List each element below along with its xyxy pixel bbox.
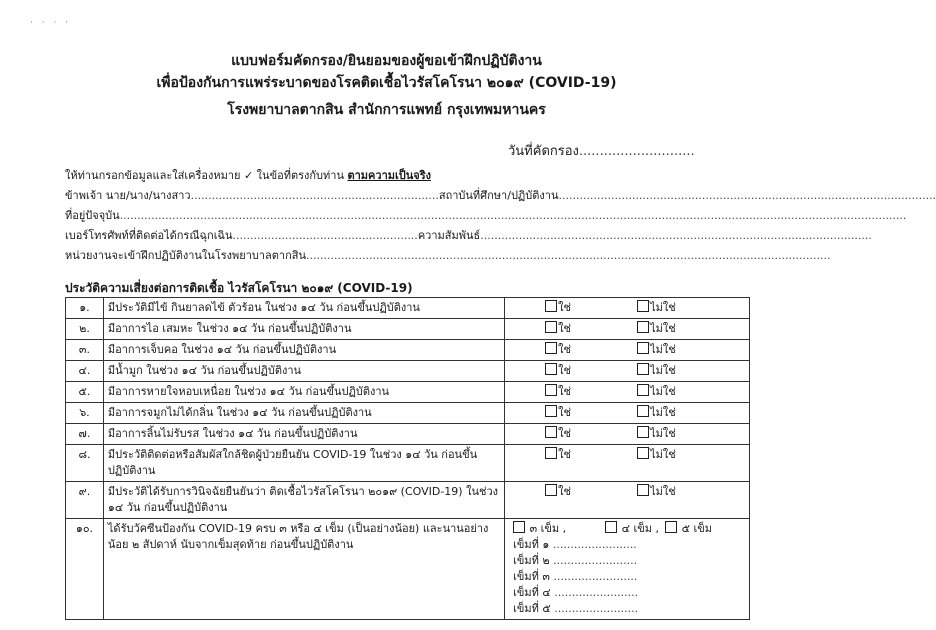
question-text: มีประวัติติดต่อหรือสัมผัสใกล้ชิดผู้ป่วยยืนยัน COVID-19 ในช่วง ๑๔ วัน ก่อนขึ้นปฏิบัติงาน bbox=[103, 445, 504, 482]
question-number: ๕. bbox=[66, 382, 104, 403]
question-row-1 bbox=[66, 298, 750, 319]
answer-cell bbox=[505, 482, 750, 519]
question-row-7 bbox=[66, 424, 750, 445]
no-option[interactable]: ไม่ใช่ bbox=[637, 343, 676, 356]
question-number: ๔. bbox=[66, 361, 104, 382]
answer-cell bbox=[505, 361, 750, 382]
checkbox[interactable] bbox=[545, 447, 557, 459]
date-blank: ............................ bbox=[578, 144, 695, 159]
checkbox[interactable] bbox=[637, 363, 649, 375]
scan-specks: · · · · bbox=[30, 18, 72, 28]
institution-label: สถาบันที่ศึกษา/ปฏิบัติงาน bbox=[438, 189, 559, 202]
answer-cell bbox=[505, 424, 750, 445]
address-label: ที่อยู่ปัจจุบัน bbox=[65, 209, 120, 222]
checkbox[interactable] bbox=[637, 447, 649, 459]
risk-history-table bbox=[65, 297, 750, 620]
checkbox[interactable] bbox=[637, 342, 649, 354]
dose-line-2[interactable]: เข็มที่ ๒ ........................ bbox=[513, 554, 638, 567]
checkbox[interactable] bbox=[637, 384, 649, 396]
dose-line-1[interactable]: เข็มที่ ๑ ........................ bbox=[513, 538, 637, 551]
checkbox[interactable] bbox=[637, 300, 649, 312]
no-option[interactable]: ไม่ใช่ bbox=[637, 385, 676, 398]
question-text: มีน้ำมูก ในช่วง ๑๔ วัน ก่อนขึ้นปฏิบัติงาน bbox=[103, 361, 504, 382]
checkbox[interactable] bbox=[545, 363, 557, 375]
question-text: มีอาการลิ้นไม่รับรส ในช่วง ๑๔ วัน ก่อนขึ้นปฏิบัติงาน bbox=[103, 424, 504, 445]
dose-line-4[interactable]: เข็มที่ ๔ ........................ bbox=[513, 586, 639, 599]
form-title: แบบฟอร์มคัดกรอง/ยินยอมของผู้ขอเข้าฝึกปฏิบัติงาน bbox=[231, 53, 542, 69]
form-subtitle: เพื่อป้องกันการแพร่ระบาดของโรคติดเชื้อไวรัสโคโรนา ๒๐๑๙ (COVID-19) bbox=[156, 75, 617, 91]
answer-cell bbox=[505, 403, 750, 424]
checkbox[interactable] bbox=[637, 405, 649, 417]
question-number: ๒. bbox=[66, 319, 104, 340]
no-option[interactable]: ไม่ใช่ bbox=[637, 448, 676, 461]
dose-option-3[interactable]: ๓ เข็ม , bbox=[513, 521, 605, 537]
yes-option[interactable]: ใช่ bbox=[545, 342, 637, 358]
unit-label: หน่วยงานจะเข้าฝึกปฏิบัติงานในโรงพยาบาลตากสิน bbox=[65, 249, 307, 262]
answer-cell bbox=[505, 319, 750, 340]
question-row-2 bbox=[66, 319, 750, 340]
no-option[interactable]: ไม่ใช่ bbox=[637, 364, 676, 377]
relationship-label: ความสัมพันธ์ bbox=[417, 229, 481, 242]
question-number: ๑๐. bbox=[66, 519, 104, 620]
no-option[interactable]: ไม่ใช่ bbox=[637, 406, 676, 419]
address-row[interactable]: ที่อยู่ปัจจุบัน................................................................................................................................................................................................................................. bbox=[65, 209, 907, 222]
question-row-3 bbox=[66, 340, 750, 361]
answer-cell bbox=[505, 382, 750, 403]
dose-option-4[interactable]: ๔ เข็ม , bbox=[605, 521, 665, 537]
checkbox[interactable] bbox=[545, 426, 557, 438]
no-option[interactable]: ไม่ใช่ bbox=[637, 301, 676, 314]
emergency-phone-row[interactable]: เบอร์โทรศัพท์ที่ติดต่อได้กรณีฉุกเฉิน.....................................................ความสัมพันธ์................................................................................................................ bbox=[65, 229, 872, 242]
screening-date-label: วันที่คัดกรอง bbox=[508, 144, 579, 159]
checkbox[interactable] bbox=[545, 405, 557, 417]
question-number: ๘. bbox=[66, 445, 104, 482]
vaccine-answer-cell bbox=[505, 519, 750, 620]
no-option[interactable]: ไม่ใช่ bbox=[637, 322, 676, 335]
question-number: ๖. bbox=[66, 403, 104, 424]
no-option[interactable]: ไม่ใช่ bbox=[637, 485, 676, 498]
yes-option[interactable]: ใช่ bbox=[545, 321, 637, 337]
question-number: ๗. bbox=[66, 424, 104, 445]
dose-line-5[interactable]: เข็มที่ ๕ ........................ bbox=[513, 602, 639, 615]
question-row-6 bbox=[66, 403, 750, 424]
instruction-text: ให้ท่านกรอกข้อมูลและใส่เครื่องหมาย ✓ ในข้อที่ตรงกับท่าน bbox=[65, 169, 344, 182]
instruction-emphasis: ตามความเป็นจริง bbox=[347, 169, 431, 182]
question-row-5 bbox=[66, 382, 750, 403]
yes-option[interactable]: ใช่ bbox=[545, 405, 637, 421]
dose-option-5[interactable]: ๕ เข็ม bbox=[665, 522, 712, 535]
yes-option[interactable]: ใช่ bbox=[545, 300, 637, 316]
name-label: ข้าพเจ้า นาย/นาง/นางสาว bbox=[65, 189, 191, 202]
question-row-8 bbox=[66, 445, 750, 482]
question-text: มีอาการเจ็บคอ ในช่วง ๑๔ วัน ก่อนขึ้นปฏิบัติงาน bbox=[103, 340, 504, 361]
question-text: มีอาการไอ เสมหะ ในช่วง ๑๔ วัน ก่อนขึ้นปฏิบัติงาน bbox=[103, 319, 504, 340]
checkbox[interactable] bbox=[545, 342, 557, 354]
instruction-line bbox=[65, 166, 745, 184]
checkbox[interactable] bbox=[545, 321, 557, 333]
checkbox[interactable] bbox=[637, 484, 649, 496]
question-row-10 bbox=[66, 519, 750, 620]
question-number: ๑. bbox=[66, 298, 104, 319]
no-option[interactable]: ไม่ใช่ bbox=[637, 427, 676, 440]
answer-cell bbox=[505, 340, 750, 361]
yes-option[interactable]: ใช่ bbox=[545, 363, 637, 379]
checkbox[interactable] bbox=[605, 521, 617, 533]
checkbox[interactable] bbox=[545, 484, 557, 496]
question-text: มีประวัติมีไข้ กินยาลดไข้ ตัวร้อน ในช่วง ๑๔ วัน ก่อนขึ้นปฏิบัติงาน bbox=[103, 298, 504, 319]
yes-option[interactable]: ใช่ bbox=[545, 426, 637, 442]
question-text: ได้รับวัคซีนป้องกัน COVID-19 ครบ ๓ หรือ ๔ เข็ม (เป็นอย่างน้อย) และนานอย่างน้อย ๒ สัปดาห์ นับจากเข็มสุดท้าย ก่อนขึ้นปฏิบัติงาน bbox=[103, 519, 504, 620]
question-text: มีประวัติได้รับการวินิจฉัยยืนยันว่า ติดเชื้อไวรัสโคโรนา ๒๐๑๙ (COVID-19) ในช่วง ๑๔ วัน ก่อนขึ้นปฏิบัติงาน bbox=[103, 482, 504, 519]
checkbox[interactable] bbox=[665, 521, 677, 533]
dose-line-3[interactable]: เข็มที่ ๓ ........................ bbox=[513, 570, 638, 583]
name-row[interactable]: ข้าพเจ้า นาย/นาง/นางสาว.......................................................................สถาบันที่ศึกษา/ปฏิบัติงาน............................................................................................................ bbox=[65, 189, 936, 202]
question-text: มีอาการจมูกไม่ได้กลิ่น ในช่วง ๑๔ วัน ก่อนขึ้นปฏิบัติงาน bbox=[103, 403, 504, 424]
answer-cell bbox=[505, 298, 750, 319]
question-number: ๙. bbox=[66, 482, 104, 519]
section-title: ประวัติความเสี่ยงต่อการติดเชื้อ ไวรัสโคโรนา ๒๐๑๙ (COVID-19) bbox=[65, 281, 413, 295]
checkbox[interactable] bbox=[637, 426, 649, 438]
yes-option[interactable]: ใช่ bbox=[545, 384, 637, 400]
screening-date-field[interactable] bbox=[508, 140, 695, 161]
question-number: ๓. bbox=[66, 340, 104, 361]
unit-row[interactable]: หน่วยงานจะเข้าฝึกปฏิบัติงานในโรงพยาบาลตากสิน...................................................................................................................................................... bbox=[65, 249, 831, 262]
question-row-4 bbox=[66, 361, 750, 382]
emergency-phone-label: เบอร์โทรศัพท์ที่ติดต่อได้กรณีฉุกเฉิน bbox=[65, 229, 233, 242]
checkbox[interactable] bbox=[513, 521, 525, 533]
question-row-9 bbox=[66, 482, 750, 519]
answer-cell bbox=[505, 445, 750, 482]
yes-option[interactable]: ใช่ bbox=[545, 447, 637, 463]
checkbox[interactable] bbox=[545, 384, 557, 396]
question-text: มีอาการหายใจหอบเหนื่อย ในช่วง ๑๔ วัน ก่อนขึ้นปฏิบัติงาน bbox=[103, 382, 504, 403]
hospital-name: โรงพยาบาลตากสิน สำนักการแพทย์ กรุงเทพมหานคร bbox=[227, 102, 546, 118]
checkbox[interactable] bbox=[545, 300, 557, 312]
checkbox[interactable] bbox=[637, 321, 649, 333]
yes-option[interactable]: ใช่ bbox=[545, 484, 637, 500]
